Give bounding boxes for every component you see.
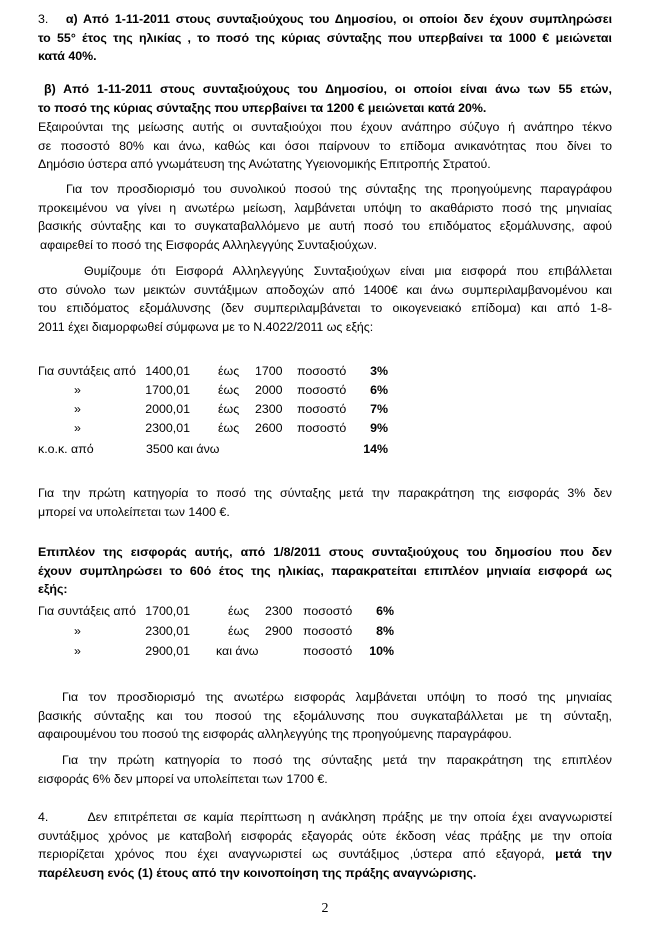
- additional-line-1: Επιπλέον της εισφοράς αυτής, από 1/8/2011 στους συνταξιούχους του δημοσίου που δεν: [38, 545, 612, 559]
- row-to: 2600: [255, 421, 283, 435]
- row-rate-word: ποσοστό: [297, 421, 347, 435]
- section-4: [38, 808, 612, 882]
- exempt-line-3: Δημόσιο ύστερα από γνωμάτευση της Ανώτατης Υγειονομικής Επιτροπής Στρατού.: [38, 157, 491, 172]
- reminder-line-3: του επιδόματος εξομάλυνσης (δεν συμπεριλαμβάνεται το οικογενειακό επίδομα) και από 1-8-: [38, 301, 612, 316]
- row-label: »: [74, 644, 81, 658]
- row-rate: 6%: [370, 383, 388, 397]
- table-row: [38, 419, 638, 438]
- row-rate: 14%: [363, 442, 388, 456]
- row-label: »: [74, 402, 81, 416]
- reminder-line-4: 2011 έχει διαμορφωθεί σύμφωνα με το Ν.4022/2011 ως εξής:: [38, 319, 374, 334]
- row-to-word: έως: [218, 402, 240, 416]
- row-from: 2000,01: [145, 402, 190, 416]
- row-rate: 6%: [376, 604, 394, 618]
- row-rate-word: ποσοστό: [303, 644, 353, 658]
- table-row: [38, 381, 638, 400]
- section-4-bold-tail: μετά την: [555, 847, 612, 862]
- additional-line-2: έχουν συμπληρώσει το 60ό έτος της ηλικίας, παρακρατείται επιπλέον μηνιαία εισφορά ως: [38, 563, 612, 578]
- determination-line-4: αφαιρεθεί το ποσό της Εισφοράς Αλληλεγγύης Συνταξιούχων.: [40, 237, 378, 252]
- reminder-line-1: Θυμίζουμε ότι Εισφορά Αλληλεγγύης Συνταξιούχων είναι μια εισφορά που επιβάλλεται: [84, 264, 612, 278]
- row-rate-word: ποσοστό: [297, 383, 347, 397]
- row-from: 2900,01: [145, 644, 190, 658]
- section-3b-line-2: το ποσό της κύριας σύνταξης που υπερβαίνει τα 1200 € μειώνεται κατά 20%.: [38, 100, 487, 115]
- section-4-text-1: Δεν επιτρέπεται σε καμία περίπτωση η ανάκληση πράξης με την οποία έχει αναγνωριστεί: [87, 810, 612, 824]
- row-to: 2300: [265, 604, 293, 618]
- above-line-2: βασικής σύνταξης και του ποσού της εξομάλυνσης που συγκαταβάλλεται με τη σύνταξη,: [38, 708, 612, 723]
- row-label: Για συντάξεις από: [38, 364, 136, 378]
- section-3a-text-1: α) Από 1-11-2011 στους συνταξιούχους του Δημοσίου, οι οποίοι δεν έχουν συμπληρώσει: [65, 12, 613, 26]
- section-3b-line-1: β) Από 1-11-2011 στους συνταξιούχους του Δημοσίου, οι οποίοι είναι άνω των 55 ετών,: [44, 82, 612, 96]
- section-3a-line-1: [38, 10, 612, 29]
- first-category-note-1: [38, 484, 612, 521]
- table-row: [38, 602, 638, 621]
- section-3a-line-2: το 55° έτος της ηλικίας , το ποσό της κύριας σύνταξης που υπερβαίνει τα 1000 € μειώνεται: [38, 30, 612, 45]
- row-from: 3500 και άνω: [146, 442, 220, 456]
- row-label: »: [74, 624, 81, 638]
- additional-contribution-paragraph: [38, 543, 612, 599]
- determination-line-1: Για τον προσδιορισμό του συνολικού ποσού της σύνταξης της προηγούμενης παραγράφου: [66, 182, 612, 196]
- first-category-note-2: [38, 751, 612, 788]
- row-from: 1700,01: [145, 604, 190, 618]
- reminder-paragraph: [38, 262, 612, 336]
- additional-line-3: εξής:: [38, 582, 68, 597]
- section-number: 4.: [38, 810, 49, 824]
- section-4-line-4: παρέλευση ενός (1) έτους από την κοινοποίηση της πράξης αναγνώρισης.: [38, 865, 477, 880]
- determination-paragraph: [38, 180, 612, 254]
- table-row: [38, 642, 638, 661]
- first-cat2-line-1: Για την πρώτη κατηγορία το ποσό της σύνταξης μετά την παρακράτηση της επιπλέον: [62, 753, 612, 767]
- row-to: 1700: [255, 364, 283, 378]
- row-rate: 3%: [370, 364, 388, 378]
- row-label: »: [74, 421, 81, 435]
- row-rate-word: ποσοστό: [297, 364, 347, 378]
- row-rate-word: ποσοστό: [297, 402, 347, 416]
- exempt-line-1: Εξαιρούνται της μείωσης αυτής οι συνταξιούχοι που έχουν ανάπηρο σύζυγο ή ανάπηρο τέκνο: [38, 120, 612, 134]
- additional-rates-table: [38, 602, 638, 662]
- row-rate: 9%: [370, 421, 388, 435]
- section-4-text-3: περιορίζεται χρόνος που έχει αναγνωριστεί ως συντάξιμος ,ύστερα από εξαγορά,: [38, 847, 545, 862]
- row-to-word: και άνω: [216, 644, 259, 658]
- row-to-word: έως: [218, 421, 240, 435]
- first-cat2-line-2: εισφοράς 6% δεν μπορεί να υπολείπεται των 1700 €.: [38, 771, 328, 786]
- first-cat1-line-1: Για την πρώτη κατηγορία το ποσό της σύνταξης μετά την παρακράτηση της εισφοράς 3% δεν: [38, 486, 612, 500]
- determination-line-2: προκειμένου να γίνει η ανωτέρω μείωση, λαμβάνεται υπόψη το ακαθάριστο ποσό της μηνιαίας: [38, 200, 612, 215]
- reminder-line-2: στο σύνολο των μεικτών συντάξιμων αποδοχών από 1400€ και άνω συμπεριλαμβανομένου και: [38, 282, 612, 297]
- page-number: 2: [321, 901, 329, 916]
- row-to: 2300: [255, 402, 283, 416]
- row-to: 2000: [255, 383, 283, 397]
- row-from: 2300,01: [145, 624, 190, 638]
- row-label: »: [74, 383, 81, 397]
- table-row: [38, 362, 638, 381]
- table-row: [38, 622, 638, 641]
- table-row: [38, 400, 638, 419]
- section-3a: [38, 10, 612, 66]
- row-rate: 7%: [370, 402, 388, 416]
- above-line-3: αφαιρουμένου του ποσού της εισφοράς αλληλεγγύης της προηγούμενης παραγράφου.: [38, 727, 512, 742]
- row-to-word: έως: [228, 604, 250, 618]
- row-rate-word: ποσοστό: [303, 624, 353, 638]
- section-4-line-3: [38, 845, 612, 864]
- first-cat1-line-2: μπορεί να υπολείπεται των 1400 €.: [38, 504, 230, 519]
- row-from: 1400,01: [145, 364, 190, 378]
- section-number: 3.: [38, 12, 49, 26]
- row-to-word: έως: [218, 383, 240, 397]
- row-from: 1700,01: [145, 383, 190, 397]
- row-label: Για συντάξεις από: [38, 604, 136, 618]
- row-rate: 10%: [369, 644, 394, 658]
- section-3a-line-3: κατά 40%.: [38, 49, 97, 64]
- row-label: κ.ο.κ. από: [38, 442, 94, 456]
- row-from: 2300,01: [145, 421, 190, 435]
- exemptions-paragraph: [38, 118, 612, 174]
- above-line-1: Για τον προσδιορισμό της ανωτέρω εισφοράς λαμβάνεται υπόψη το ποσό της μηνιαίας: [62, 690, 612, 704]
- section-3b: [38, 80, 612, 117]
- determination-line-3: βασικής σύνταξης και το συγκαταβαλλόμενο με αυτή ποσό του επιδόματος εξομάλυνσης, αφού: [38, 219, 612, 234]
- row-rate: 8%: [376, 624, 394, 638]
- row-to: 2900: [265, 624, 293, 638]
- row-to-word: έως: [218, 364, 240, 378]
- row-rate-word: ποσοστό: [303, 604, 353, 618]
- row-to-word: έως: [228, 624, 250, 638]
- contribution-rates-table: [38, 362, 638, 462]
- section-4-line-1: [38, 808, 612, 827]
- above-contribution-paragraph: [38, 688, 612, 744]
- section-4-line-2: συντάξιμος χρόνος με καταβολή εισφοράς εξαγοράς ούτε έκδοση νέας πράξης με την οποία: [38, 828, 612, 843]
- exempt-line-2: σε ποσοστό 80% και άνω, καθώς και όσοι παίρνουν το επίδομα ανικανότητας που δίνει το: [38, 138, 612, 153]
- table-row: [38, 440, 638, 459]
